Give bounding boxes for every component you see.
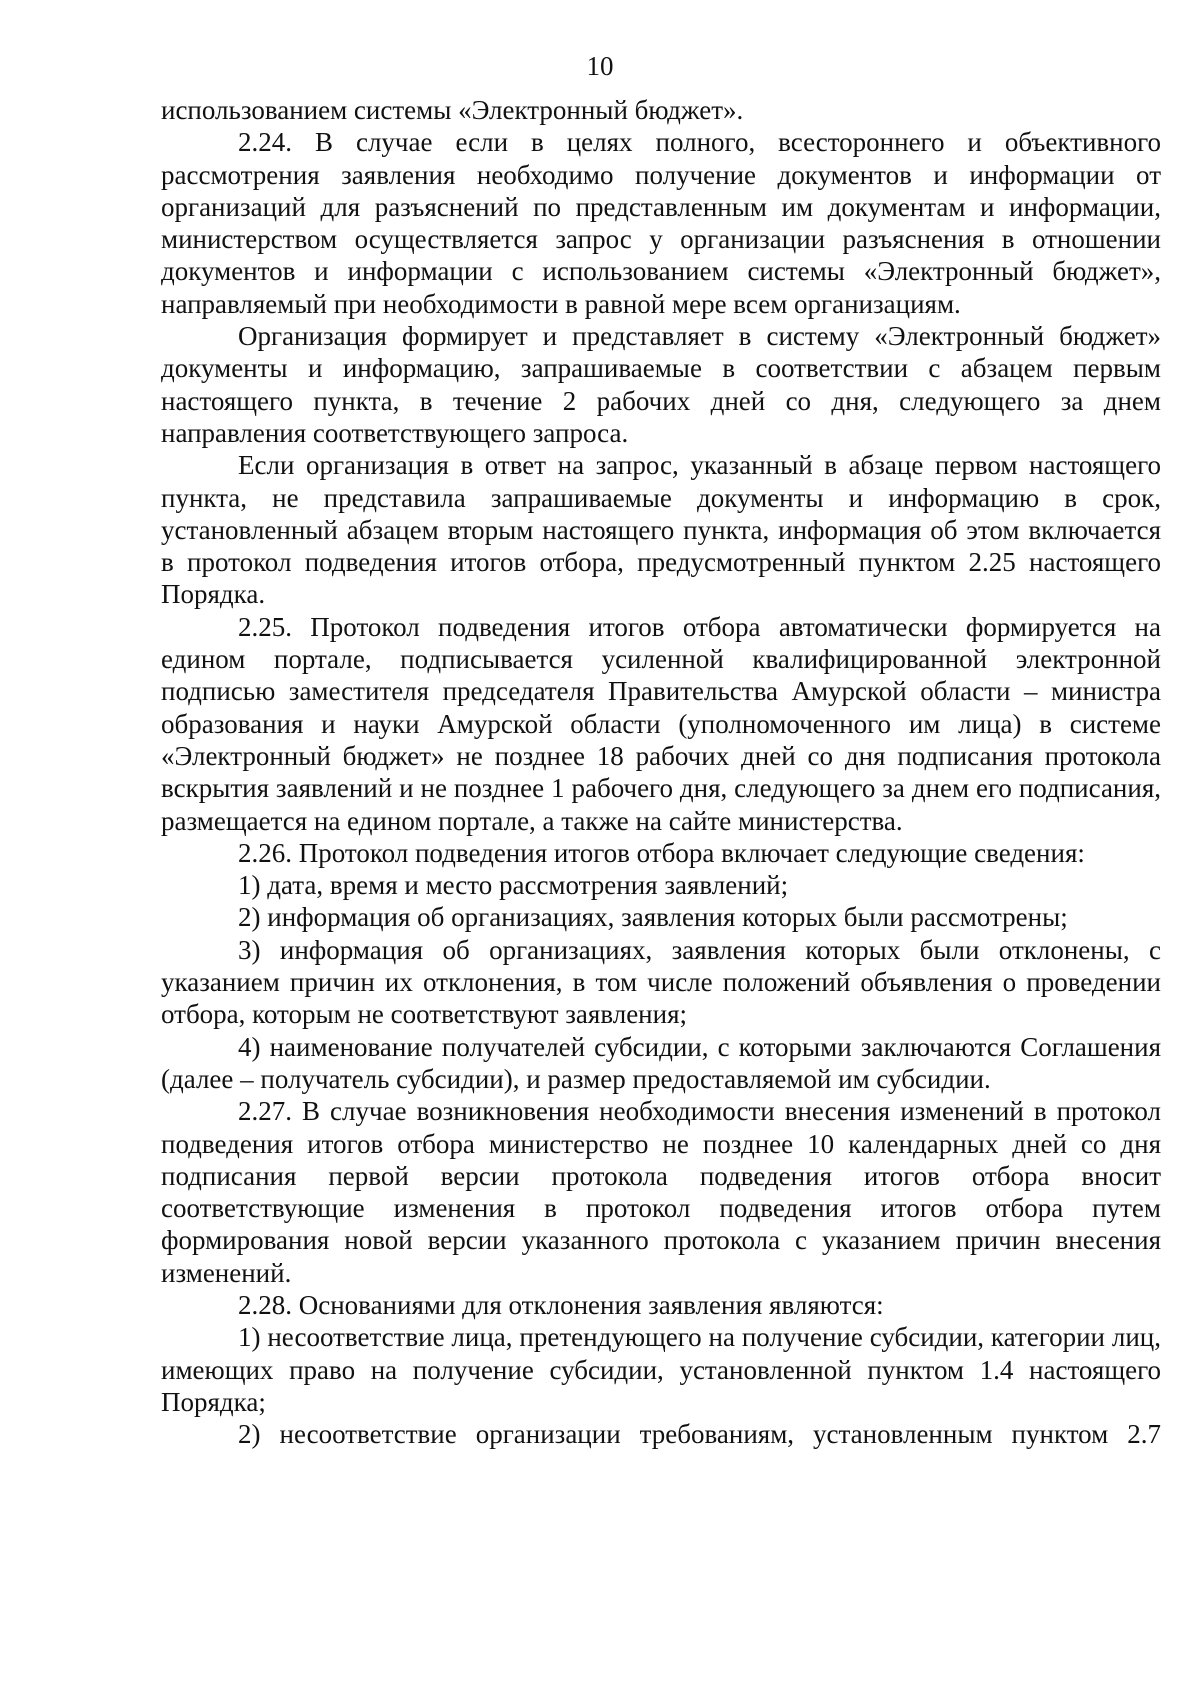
list-item-2-26-1: 1) дата, время и место рассмотрения заявлений; <box>238 870 789 901</box>
paragraph-2-25: 2.25. Протокол подведения итогов отбора автоматически формируется на едином портале, подписывается усиленной квалифицированной электронной подписью заместителя председателя Правительства Амурской области – министра образования и науки Амурской области (уполномоченного им лица) в системе «Электронный бюджет» не позднее 18 рабочих дней со дня подписания протокола вскрытия заявлений и не позднее 1 рабочего дня, следующего за днем его подписания, размещается на едином портале, а также на сайте министерства. <box>161 611 1161 836</box>
paragraph-2-26: 2.26. Протокол подведения итогов отбора включает следующие сведения: <box>238 837 1085 868</box>
paragraph-2-24: 2.24. В случае если в целях полного, всестороннего и объективного рассмотрения заявления необходимо получение документов и информации от организаций для разъяснений по представленным им документам и информации, министерством осуществляется запрос у организации разъяснения в отношении документов и информации с использованием системы «Электронный бюджет», направляемый при необходимости в равной мере всем организациям. <box>161 127 1161 319</box>
list-item-2-26-3: 3) информация об организациях, заявления которых были отклонены, с указанием причин их отклонения, в том числе положений объявления о проведении отбора, которым не соответствуют заявления; <box>161 934 1161 1030</box>
paragraph-continuation: использованием системы «Электронный бюджет». <box>161 95 744 125</box>
list-item-2-28-1: 1) несоответствие лица, претендующего на получение субсидии, категории лиц, имеющих право на получение субсидии, установленной пунктом 1.4 настоящего Порядка; <box>161 1322 1161 1417</box>
list-item-2-28-2: 2) несоответствие организации требованиям, установленным пунктом 2.7 <box>238 1419 1161 1450</box>
paragraph-2-28: 2.28. Основаниями для отклонения заявления являются: <box>238 1289 884 1320</box>
paragraph-2-24-failure: Если организация в ответ на запрос, указанный в абзаце первом настоящего пункта, не представила запрашиваемые документы и информацию в срок, установленный абзацем вторым настоящего пункта, информация об этом включается в протокол подведения итогов отбора, предусмотренный пунктом 2.25 настоящего Порядка. <box>161 450 1161 610</box>
page-number: 10 <box>586 51 614 81</box>
document-body <box>161 94 1161 1450</box>
list-item-2-26-2: 2) информация об организациях, заявления которых были рассмотрены; <box>238 902 1068 933</box>
paragraph-2-24-organization: Организация формирует и представляет в систему «Электронный бюджет» документы и информацию, запрашиваемые в соответствии с абзацем первым настоящего пункта, в течение 2 рабочих дней со дня, следующего за днем направления соответствующего запроса. <box>161 321 1161 448</box>
list-item-2-26-4: 4) наименование получателей субсидии, с которыми заключаются Соглашения (далее – получатель субсидии), и размер предоставляемой им субсидии. <box>161 1031 1161 1094</box>
paragraph-2-27: 2.27. В случае возникновения необходимости внесения изменений в протокол подведения итогов отбора министерство не позднее 10 календарных дней со дня подписания первой версии протокола подведения итогов отбора вносит соответствующие изменения в протокол подведения итогов отбора путем формирования новой версии указанного протокола с указанием причин внесения изменений. <box>161 1096 1161 1288</box>
